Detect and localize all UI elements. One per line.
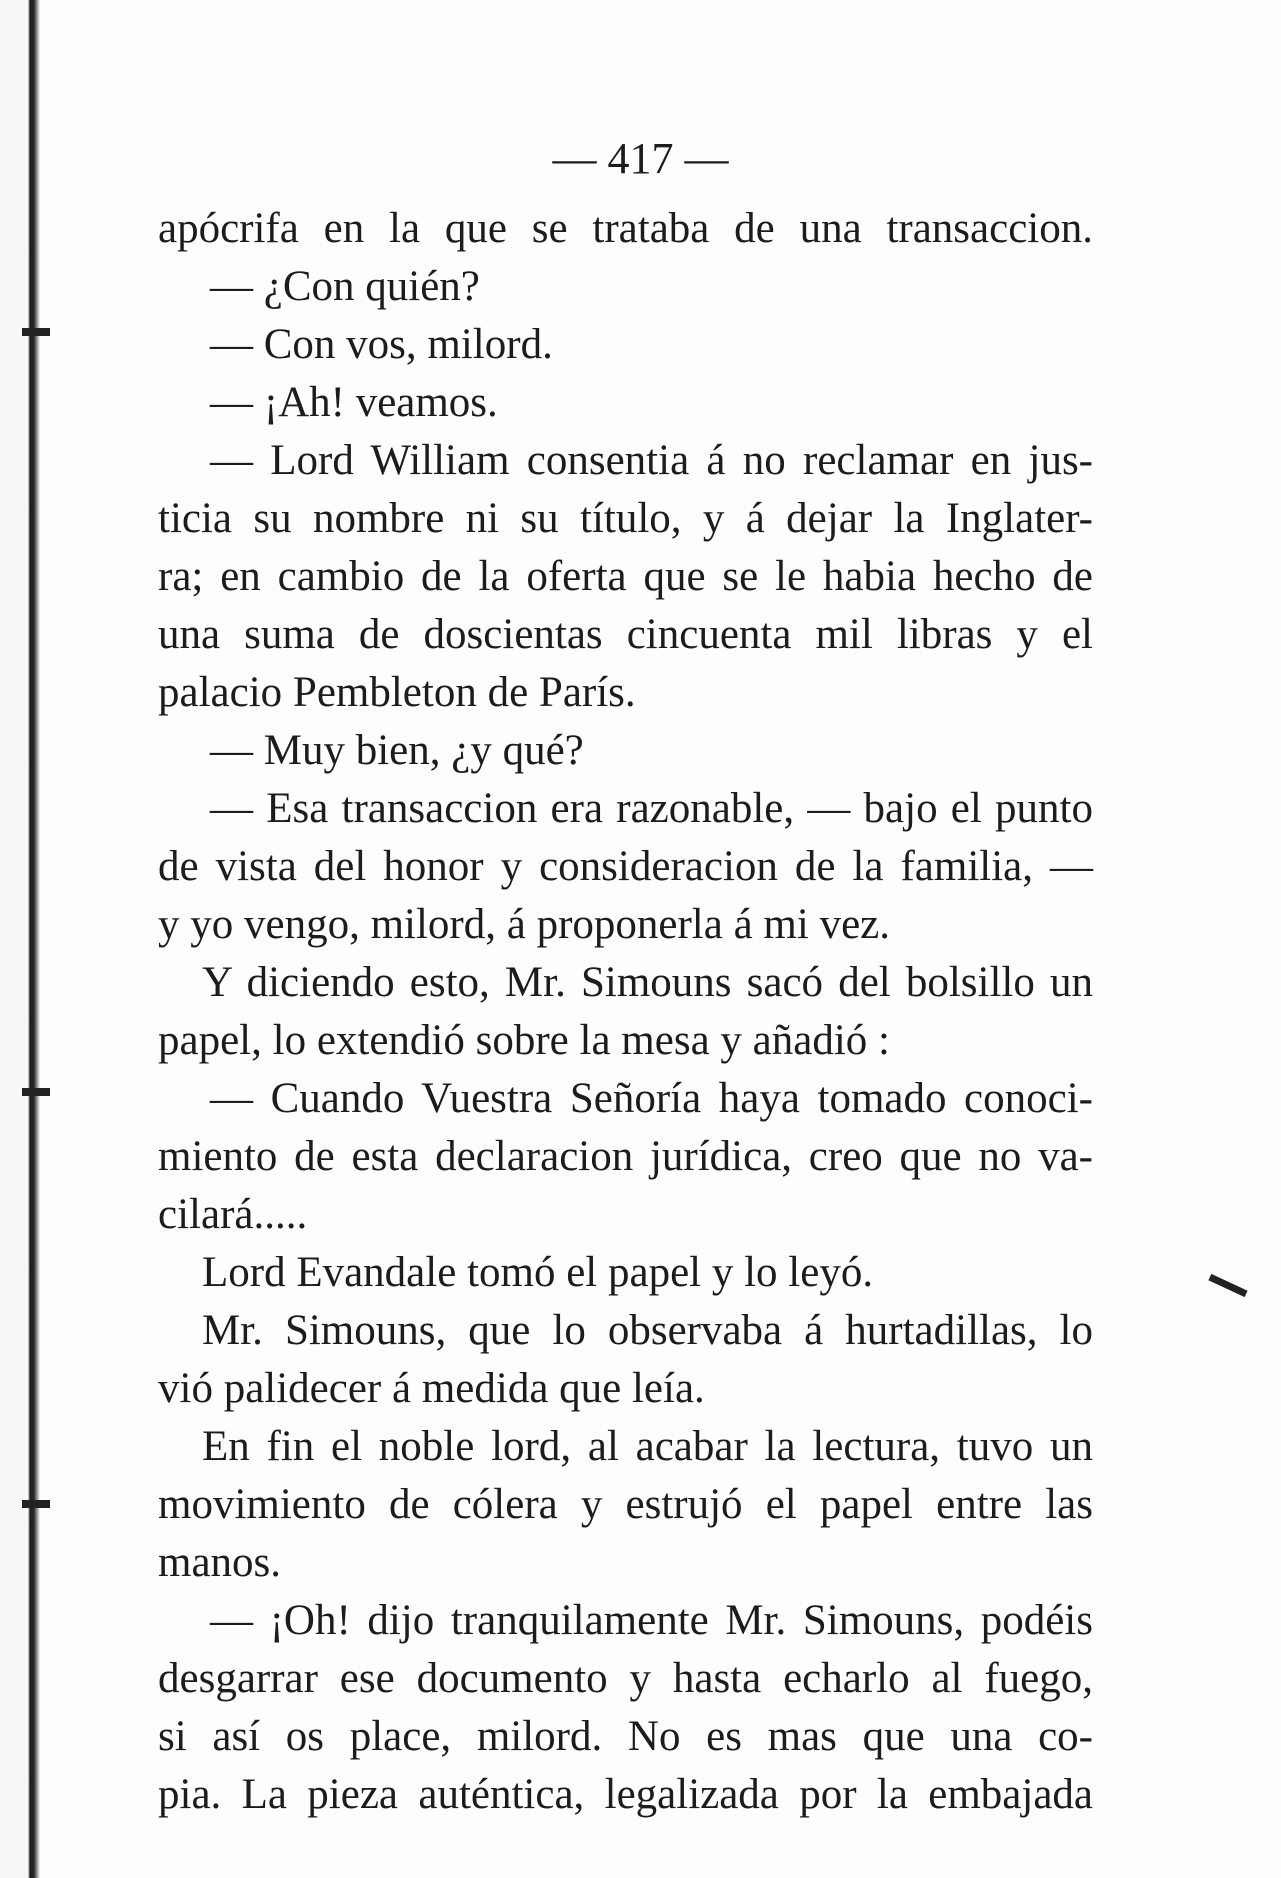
text-line: — Lord William consentia á no reclamar en jus- <box>210 437 1093 484</box>
spine-mark <box>22 1500 50 1508</box>
text-line: miento de esta declaracion jurídica, creo que no va- <box>158 1133 1093 1180</box>
text-line: palacio Pembleton de París. <box>158 669 636 716</box>
text-line: una suma de doscientas cincuenta mil libras y el <box>158 611 1093 658</box>
spine-mark <box>22 1088 50 1096</box>
spine-mark <box>22 328 50 336</box>
text-line: — Muy bien, ¿y qué? <box>210 727 584 774</box>
text-line: vió palidecer á medida que leía. <box>158 1365 705 1412</box>
text-line: — Con vos, milord. <box>210 321 553 368</box>
text-line: — ¡Ah! veamos. <box>210 379 498 426</box>
text-line: — Esa transaccion era razonable, — bajo el punto <box>210 785 1093 832</box>
text-line: En fin el noble lord, al acabar la lectura, tuvo un <box>202 1423 1093 1470</box>
text-line: si así os place, milord. No es mas que una co- <box>158 1713 1093 1760</box>
text-line: de vista del honor y consideracion de la familia, — <box>158 843 1093 890</box>
text-line: Mr. Simouns, que lo observaba á hurtadillas, lo <box>202 1307 1093 1354</box>
text-line: pia. La pieza auténtica, legalizada por la embajada <box>158 1771 1093 1818</box>
text-line: Lord Evandale tomó el papel y lo leyó. <box>202 1249 874 1296</box>
text-line: movimiento de cólera y estrujó el papel entre las <box>158 1481 1093 1528</box>
text-line: — Cuando Vuestra Señoría haya tomado conoci- <box>210 1075 1093 1122</box>
text-line: manos. <box>158 1539 282 1586</box>
ink-speck <box>1208 1274 1247 1297</box>
text-line: apócrifa en la que se trataba de una transaccion. <box>158 205 1093 252</box>
text-line: y yo vengo, milord, á proponerla á mi vez. <box>158 901 890 948</box>
text-line: desgarrar ese documento y hasta echarlo al fuego, <box>158 1655 1093 1702</box>
body-text <box>158 200 1093 1824</box>
text-line: ra; en cambio de la oferta que se le habia hecho de <box>158 553 1093 600</box>
text-line: — ¡Oh! dijo tranquilamente Mr. Simouns, podéis <box>210 1597 1093 1644</box>
text-line: ticia su nombre ni su título, y á dejar la Inglater- <box>158 495 1093 542</box>
text-line: papel, lo extendió sobre la mesa y añadió : <box>158 1017 890 1064</box>
text-line: Y diciendo esto, Mr. Simouns sacó del bolsillo un <box>202 959 1093 1006</box>
text-line: — ¿Con quién? <box>210 263 480 310</box>
page-number: — 417 — <box>552 134 729 183</box>
page-spine-edge <box>0 0 46 1878</box>
text-line: cilará..... <box>158 1191 308 1238</box>
